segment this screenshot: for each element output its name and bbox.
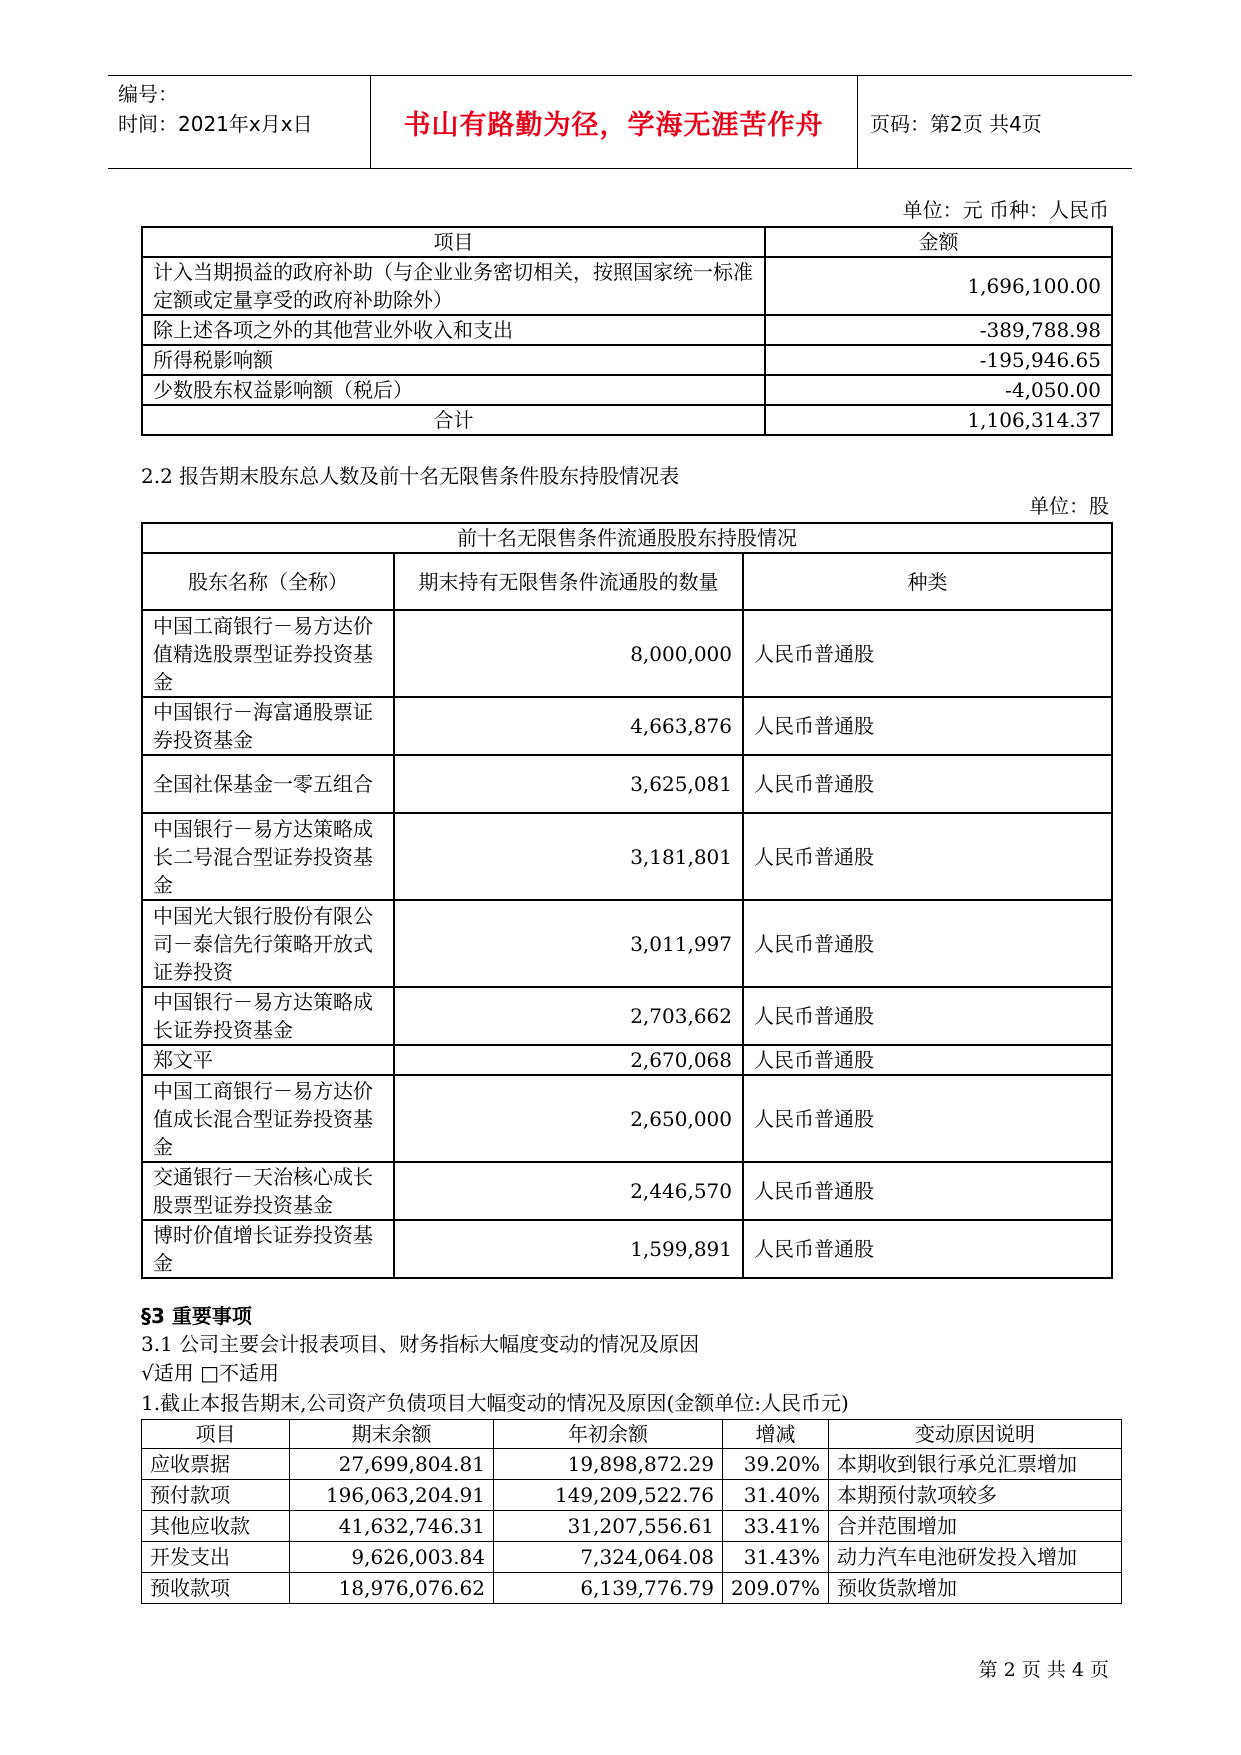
share-type: 人民币普通股	[743, 813, 1112, 900]
shareholder-name: 全国社保基金一零五组合	[142, 755, 394, 813]
share-quantity: 3,181,801	[394, 813, 743, 900]
section-2-2-title: 2.2 报告期末股东总人数及前十名无限售条件股东持股情况表	[141, 464, 680, 488]
table-row	[142, 375, 1112, 405]
item-cell: 除上述各项之外的其他营业外收入和支出	[142, 315, 765, 345]
total-amount: 1,106,314.37	[765, 405, 1112, 435]
section-3-heading: §3 重要事项	[141, 1304, 252, 1328]
col-header: 项目	[142, 1420, 290, 1449]
col-header-quantity: 期末持有无限售条件流通股的数量	[394, 553, 743, 610]
col-header-item: 项目	[142, 227, 765, 257]
reason-cell: 本期预付款项较多	[829, 1480, 1122, 1511]
table-title: 前十名无限售条件流通股股东持股情况	[142, 523, 1112, 553]
table-header-row	[142, 553, 1112, 610]
shareholder-name: 中国银行－海富通股票证券投资基金	[142, 697, 394, 755]
amount-cell: -4,050.00	[765, 375, 1112, 405]
shareholder-name: 中国光大银行股份有限公司－泰信先行策略开放式证券投资	[142, 900, 394, 987]
item-cell: 应收票据	[142, 1449, 290, 1480]
reason-cell: 动力汽车电池研发投入增加	[829, 1542, 1122, 1573]
item-cell: 计入当期损益的政府补助（与企业业务密切相关，按照国家统一标准定额或定量享受的政府补助除外）	[142, 257, 765, 315]
amount-cell: -389,788.98	[765, 315, 1112, 345]
col-header-type: 种类	[743, 553, 1112, 610]
reason-cell: 预收货款增加	[829, 1573, 1122, 1604]
change-percent-cell: 31.40%	[723, 1480, 829, 1511]
shareholder-name: 交通银行－天治核心成长股票型证券投资基金	[142, 1162, 394, 1220]
header-motto: 书山有路勤为径，学海无涯苦作舟	[403, 109, 824, 141]
table-row	[142, 1573, 1122, 1604]
table-row	[142, 315, 1112, 345]
item-cell: 预收款项	[142, 1573, 290, 1604]
table-total-row	[142, 405, 1112, 435]
share-type: 人民币普通股	[743, 1220, 1112, 1278]
table-row	[142, 1075, 1112, 1162]
item-cell: 开发支出	[142, 1542, 290, 1573]
shareholder-name: 中国工商银行－易方达价值精选股票型证券投资基金	[142, 610, 394, 697]
item-cell: 预付款项	[142, 1480, 290, 1511]
amount-cell: 1,696,100.00	[765, 257, 1112, 315]
table-row	[142, 697, 1112, 755]
amount-cell: -195,946.65	[765, 345, 1112, 375]
table-row	[142, 1480, 1122, 1511]
share-type: 人民币普通股	[743, 1075, 1112, 1162]
shareholder-name: 博时价值增长证券投资基金	[142, 1220, 394, 1278]
table-row	[142, 1162, 1112, 1220]
table-row	[142, 900, 1112, 987]
col-header: 变动原因说明	[829, 1420, 1122, 1449]
opening-balance-cell: 149,209,522.76	[494, 1480, 723, 1511]
share-quantity: 2,650,000	[394, 1075, 743, 1162]
col-header-amount: 金额	[765, 227, 1112, 257]
share-type: 人民币普通股	[743, 1162, 1112, 1220]
opening-balance-cell: 19,898,872.29	[494, 1449, 723, 1480]
col-header: 期末余额	[290, 1420, 494, 1449]
table-row	[142, 345, 1112, 375]
col-header-name: 股东名称（全称）	[142, 553, 394, 610]
opening-balance-cell: 7,324,064.08	[494, 1542, 723, 1573]
table-row	[142, 1045, 1112, 1075]
col-header: 年初余额	[494, 1420, 723, 1449]
nonrecurring-table	[141, 226, 1113, 436]
share-quantity: 2,670,068	[394, 1045, 743, 1075]
header-meta	[118, 79, 313, 139]
table-title-row	[142, 523, 1112, 553]
change-percent-cell: 209.07%	[723, 1573, 829, 1604]
share-quantity: 3,011,997	[394, 900, 743, 987]
table-row	[142, 1511, 1122, 1542]
ending-balance-cell: 196,063,204.91	[290, 1480, 494, 1511]
share-quantity: 3,625,081	[394, 755, 743, 813]
table-row	[142, 1449, 1122, 1480]
col-header: 增减	[723, 1420, 829, 1449]
shareholder-name: 郑文平	[142, 1045, 394, 1075]
section-3-1-title: 3.1 公司主要会计报表项目、财务指标大幅度变动的情况及原因	[141, 1332, 700, 1356]
reason-cell: 合并范围增加	[829, 1511, 1122, 1542]
unit-note-shares: 单位：股	[1029, 494, 1109, 518]
page-footer: 第 2 页 共 4 页	[978, 1659, 1109, 1681]
share-type: 人民币普通股	[743, 610, 1112, 697]
shareholder-name: 中国工商银行－易方达价值成长混合型证券投资基金	[142, 1075, 394, 1162]
ending-balance-cell: 18,976,076.62	[290, 1573, 494, 1604]
item-1-title: 1.截止本报告期末,公司资产负债项目大幅变动的情况及原因(金额单位:人民币元)	[141, 1391, 849, 1415]
table-header-row	[142, 1420, 1122, 1449]
share-type: 人民币普通股	[743, 755, 1112, 813]
share-type: 人民币普通股	[743, 987, 1112, 1045]
shareholder-name: 中国银行－易方达策略成长证券投资基金	[142, 987, 394, 1045]
share-quantity: 8,000,000	[394, 610, 743, 697]
table-row	[142, 987, 1112, 1045]
table-row	[142, 1542, 1122, 1573]
shareholder-name: 中国银行－易方达策略成长二号混合型证券投资基金	[142, 813, 394, 900]
share-quantity: 2,446,570	[394, 1162, 743, 1220]
ending-balance-cell: 41,632,746.31	[290, 1511, 494, 1542]
item-cell: 其他应收款	[142, 1511, 290, 1542]
table-row	[142, 755, 1112, 813]
doc-code-label: 编号：	[118, 82, 178, 106]
table-header-row	[142, 227, 1112, 257]
share-quantity: 1,599,891	[394, 1220, 743, 1278]
header-page-number: 页码：第2页 共4页	[870, 111, 1042, 136]
total-label: 合计	[142, 405, 765, 435]
applicable-checkbox-line: √适用 □不适用	[141, 1361, 279, 1385]
item-cell: 所得税影响额	[142, 345, 765, 375]
item-cell: 少数股东权益影响额（税后）	[142, 375, 765, 405]
share-quantity: 4,663,876	[394, 697, 743, 755]
change-percent-cell: 33.41%	[723, 1511, 829, 1542]
top-ten-shareholders-table	[141, 522, 1113, 1279]
ending-balance-cell: 9,626,003.84	[290, 1542, 494, 1573]
balance-sheet-changes-table	[141, 1419, 1122, 1604]
share-type: 人民币普通股	[743, 1045, 1112, 1075]
opening-balance-cell: 6,139,776.79	[494, 1573, 723, 1604]
doc-time-label: 时间：2021年x月x日	[118, 112, 313, 136]
table-row	[142, 257, 1112, 315]
share-type: 人民币普通股	[743, 697, 1112, 755]
change-percent-cell: 39.20%	[723, 1449, 829, 1480]
share-quantity: 2,703,662	[394, 987, 743, 1045]
unit-note: 单位：元 币种：人民币	[902, 198, 1109, 222]
header-divider	[857, 75, 858, 169]
table-row	[142, 813, 1112, 900]
table-row	[142, 610, 1112, 697]
reason-cell: 本期收到银行承兑汇票增加	[829, 1449, 1122, 1480]
opening-balance-cell: 31,207,556.61	[494, 1511, 723, 1542]
table-row	[142, 1220, 1112, 1278]
ending-balance-cell: 27,699,804.81	[290, 1449, 494, 1480]
change-percent-cell: 31.43%	[723, 1542, 829, 1573]
page-header	[108, 75, 1132, 169]
share-type: 人民币普通股	[743, 900, 1112, 987]
